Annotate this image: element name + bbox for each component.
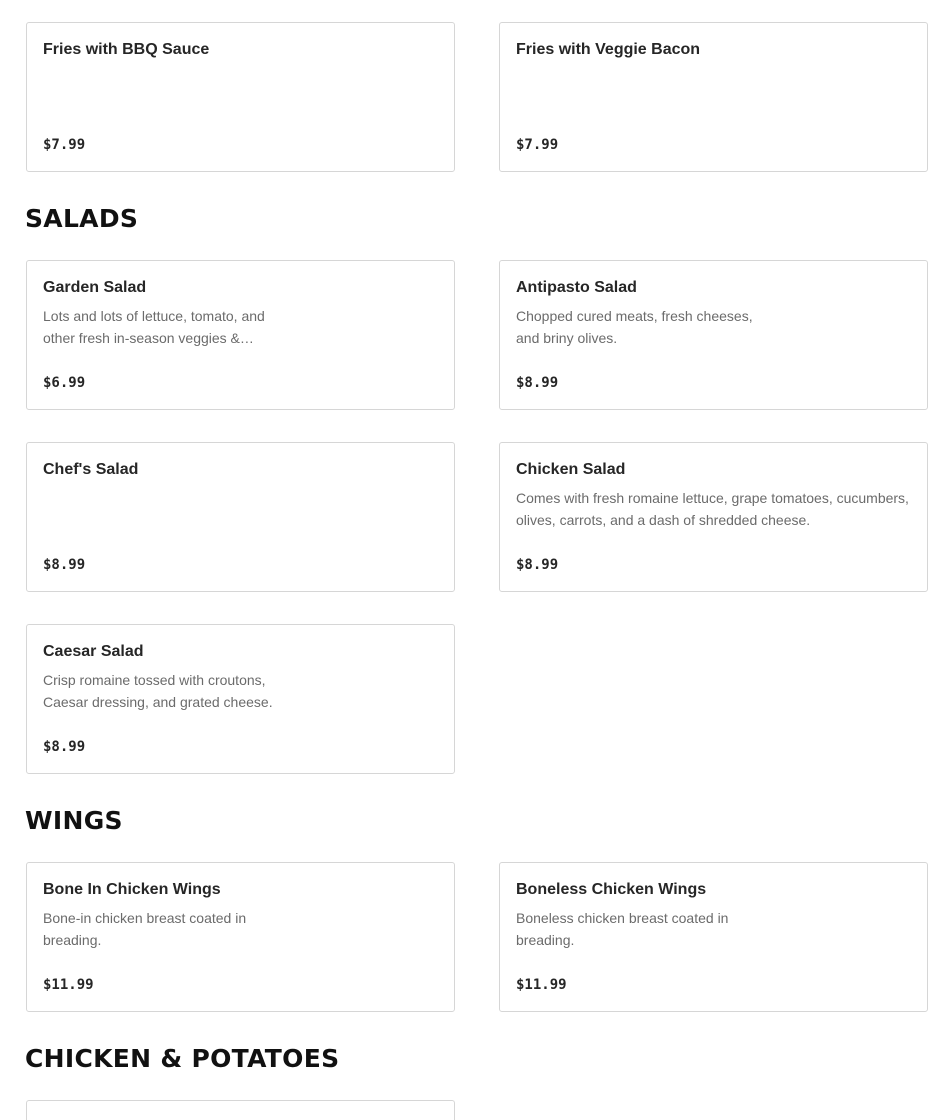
menu-item-name: Caesar Salad xyxy=(43,643,144,660)
menu-item-price: $8.99 xyxy=(43,557,86,573)
menu-item-price: $8.99 xyxy=(43,739,86,755)
menu-item-price: $11.99 xyxy=(43,977,94,993)
menu-item-price: $8.99 xyxy=(516,557,559,573)
menu-item-description: Boneless chicken breast coated in breading. xyxy=(516,910,729,948)
menu-item-name: Antipasto Salad xyxy=(516,279,637,296)
section-title-chicken-potatoes: CHICKEN & POTATOES xyxy=(25,1044,340,1073)
menu-item-card[interactable] xyxy=(499,442,928,592)
menu-item-card[interactable] xyxy=(499,22,928,172)
section-title-salads: SALADS xyxy=(25,204,139,233)
menu-item-card[interactable] xyxy=(499,260,928,410)
menu-item-name: Fries with BBQ Sauce xyxy=(43,41,210,58)
menu-item-name: Garden Salad xyxy=(43,279,147,296)
section-title-wings: WINGS xyxy=(25,806,123,835)
menu-item-card[interactable] xyxy=(499,862,928,1012)
menu-item-price: $11.99 xyxy=(516,977,567,993)
menu-item-card[interactable] xyxy=(26,1100,455,1120)
menu-item-name: Fries with Veggie Bacon xyxy=(516,41,701,58)
menu-item-description: Crisp romaine tossed with croutons, Caesar dressing, and grated cheese. xyxy=(43,672,273,710)
menu-item-name: Boneless Chicken Wings xyxy=(516,881,707,898)
menu-item-description: Chopped cured meats, fresh cheeses, and briny olives. xyxy=(516,308,753,346)
menu-item-name: Bone In Chicken Wings xyxy=(43,881,221,898)
menu-item-name: Chicken Salad xyxy=(516,461,626,478)
menu-item-card[interactable] xyxy=(26,260,455,410)
menu-item-price: $8.99 xyxy=(516,375,559,391)
menu-item-card[interactable] xyxy=(26,624,455,774)
menu-item-card[interactable] xyxy=(26,862,455,1012)
menu-item-card[interactable] xyxy=(26,442,455,592)
menu-item-description: Comes with fresh romaine lettuce, grape tomatoes, cucumbers, olives, carrots, and a dash of shredded cheese. xyxy=(516,490,909,528)
menu-item-description: Bone-in chicken breast coated in breading. xyxy=(43,910,247,948)
menu-item-description: Lots and lots of lettuce, tomato, and other fresh in-season veggies &… xyxy=(43,308,265,346)
menu-item-price: $7.99 xyxy=(516,137,559,153)
menu-item-price: $6.99 xyxy=(43,375,86,391)
menu-item-price: $7.99 xyxy=(43,137,86,153)
menu-item-name: Chef's Salad xyxy=(43,461,139,478)
menu-item-card[interactable] xyxy=(26,22,455,172)
